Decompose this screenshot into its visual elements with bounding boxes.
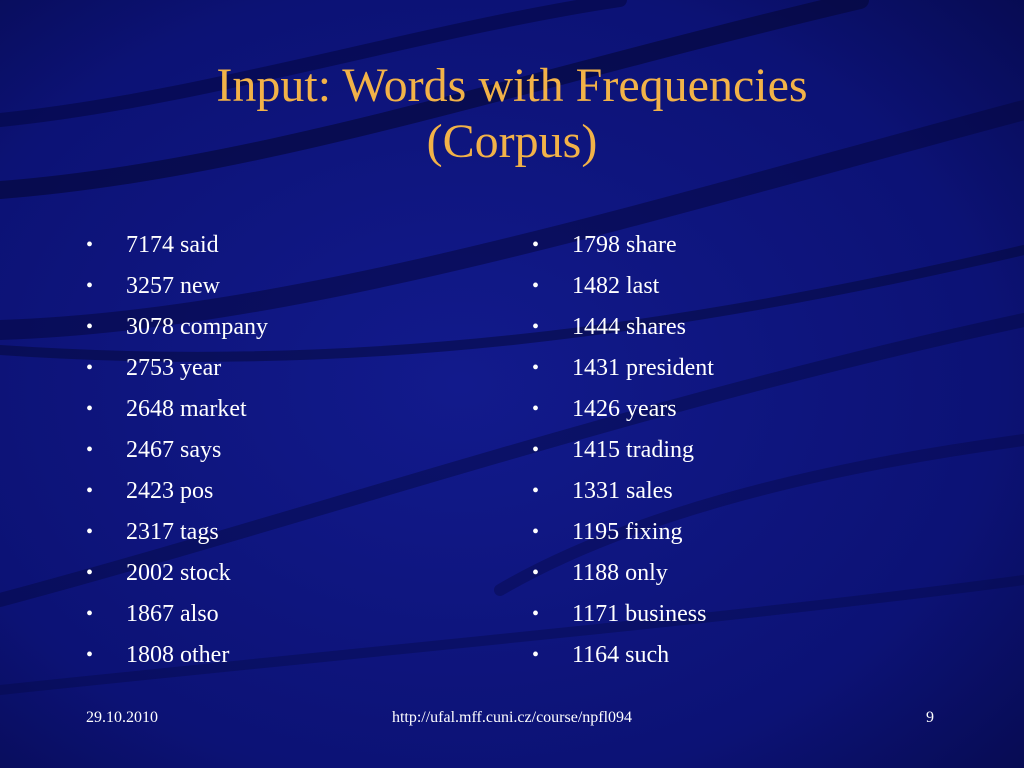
bullet-icon: • xyxy=(532,234,540,256)
list-item xyxy=(532,226,714,267)
slide-title xyxy=(0,58,1024,170)
bullet-icon: • xyxy=(86,357,94,379)
list-item xyxy=(532,595,714,636)
list-item xyxy=(532,431,714,472)
list-item xyxy=(532,390,714,431)
bullet-icon: • xyxy=(532,480,540,502)
word-frequency: 1426 years xyxy=(572,396,677,422)
word-frequency: 2002 stock xyxy=(126,560,231,586)
right-word-list xyxy=(532,226,714,677)
bullet-icon: • xyxy=(532,316,540,338)
list-item xyxy=(86,636,268,677)
word-frequency: 2317 tags xyxy=(126,519,219,545)
word-frequency: 3257 new xyxy=(126,273,220,299)
footer-url: http://ufal.mff.cuni.cz/course/npfl094 xyxy=(391,709,633,726)
word-frequency: 1415 trading xyxy=(572,437,694,463)
word-frequency: 2467 says xyxy=(126,437,222,463)
word-frequency: 1164 such xyxy=(572,642,670,668)
title-line-1: Input: Words with Frequencies xyxy=(216,59,808,112)
list-item xyxy=(86,226,268,267)
word-frequency: 7174 said xyxy=(126,232,219,258)
bullet-icon: • xyxy=(86,480,94,502)
list-item xyxy=(532,513,714,554)
bullet-icon: • xyxy=(532,562,540,584)
footer-date: 29.10.2010 xyxy=(86,709,158,726)
list-item xyxy=(532,308,714,349)
title-line-2: (Corpus) xyxy=(426,115,598,168)
word-frequency: 1188 only xyxy=(572,560,668,586)
list-item xyxy=(86,513,268,554)
list-item xyxy=(86,308,268,349)
word-frequency: 1431 president xyxy=(572,355,714,381)
bullet-icon: • xyxy=(86,603,94,625)
list-item xyxy=(532,267,714,308)
bullet-icon: • xyxy=(86,398,94,420)
list-item xyxy=(86,595,268,636)
list-item xyxy=(532,636,714,677)
word-frequency: 1171 business xyxy=(572,601,707,627)
bullet-icon: • xyxy=(532,357,540,379)
list-item xyxy=(532,554,714,595)
bullet-icon: • xyxy=(532,439,540,461)
word-frequency: 1444 shares xyxy=(572,314,686,340)
list-item xyxy=(86,472,268,513)
bullet-icon: • xyxy=(532,521,540,543)
bullet-icon: • xyxy=(86,316,94,338)
list-item xyxy=(86,431,268,472)
word-frequency: 1867 also xyxy=(126,601,219,627)
list-item xyxy=(86,267,268,308)
list-item xyxy=(86,554,268,595)
word-frequency: 2753 year xyxy=(126,355,222,381)
list-item xyxy=(532,349,714,390)
bullet-icon: • xyxy=(86,275,94,297)
bullet-icon: • xyxy=(532,398,540,420)
word-frequency: 1808 other xyxy=(126,642,230,668)
page-number: 9 xyxy=(926,709,934,726)
bullet-icon: • xyxy=(86,439,94,461)
bullet-icon: • xyxy=(532,603,540,625)
word-frequency: 1482 last xyxy=(572,273,660,299)
word-frequency: 1195 fixing xyxy=(572,519,683,545)
word-frequency: 3078 company xyxy=(126,314,268,340)
bullet-icon: • xyxy=(532,275,540,297)
bullet-icon: • xyxy=(86,234,94,256)
bullet-icon: • xyxy=(532,644,540,666)
bullet-icon: • xyxy=(86,644,94,666)
word-frequency: 2648 market xyxy=(126,396,247,422)
left-word-list xyxy=(86,226,268,677)
word-frequency: 2423 pos xyxy=(126,478,214,504)
word-frequency: 1798 share xyxy=(572,232,677,258)
list-item xyxy=(532,472,714,513)
list-item xyxy=(86,349,268,390)
word-frequency: 1331 sales xyxy=(572,478,673,504)
bullet-icon: • xyxy=(86,521,94,543)
list-item xyxy=(86,390,268,431)
bullet-icon: • xyxy=(86,562,94,584)
